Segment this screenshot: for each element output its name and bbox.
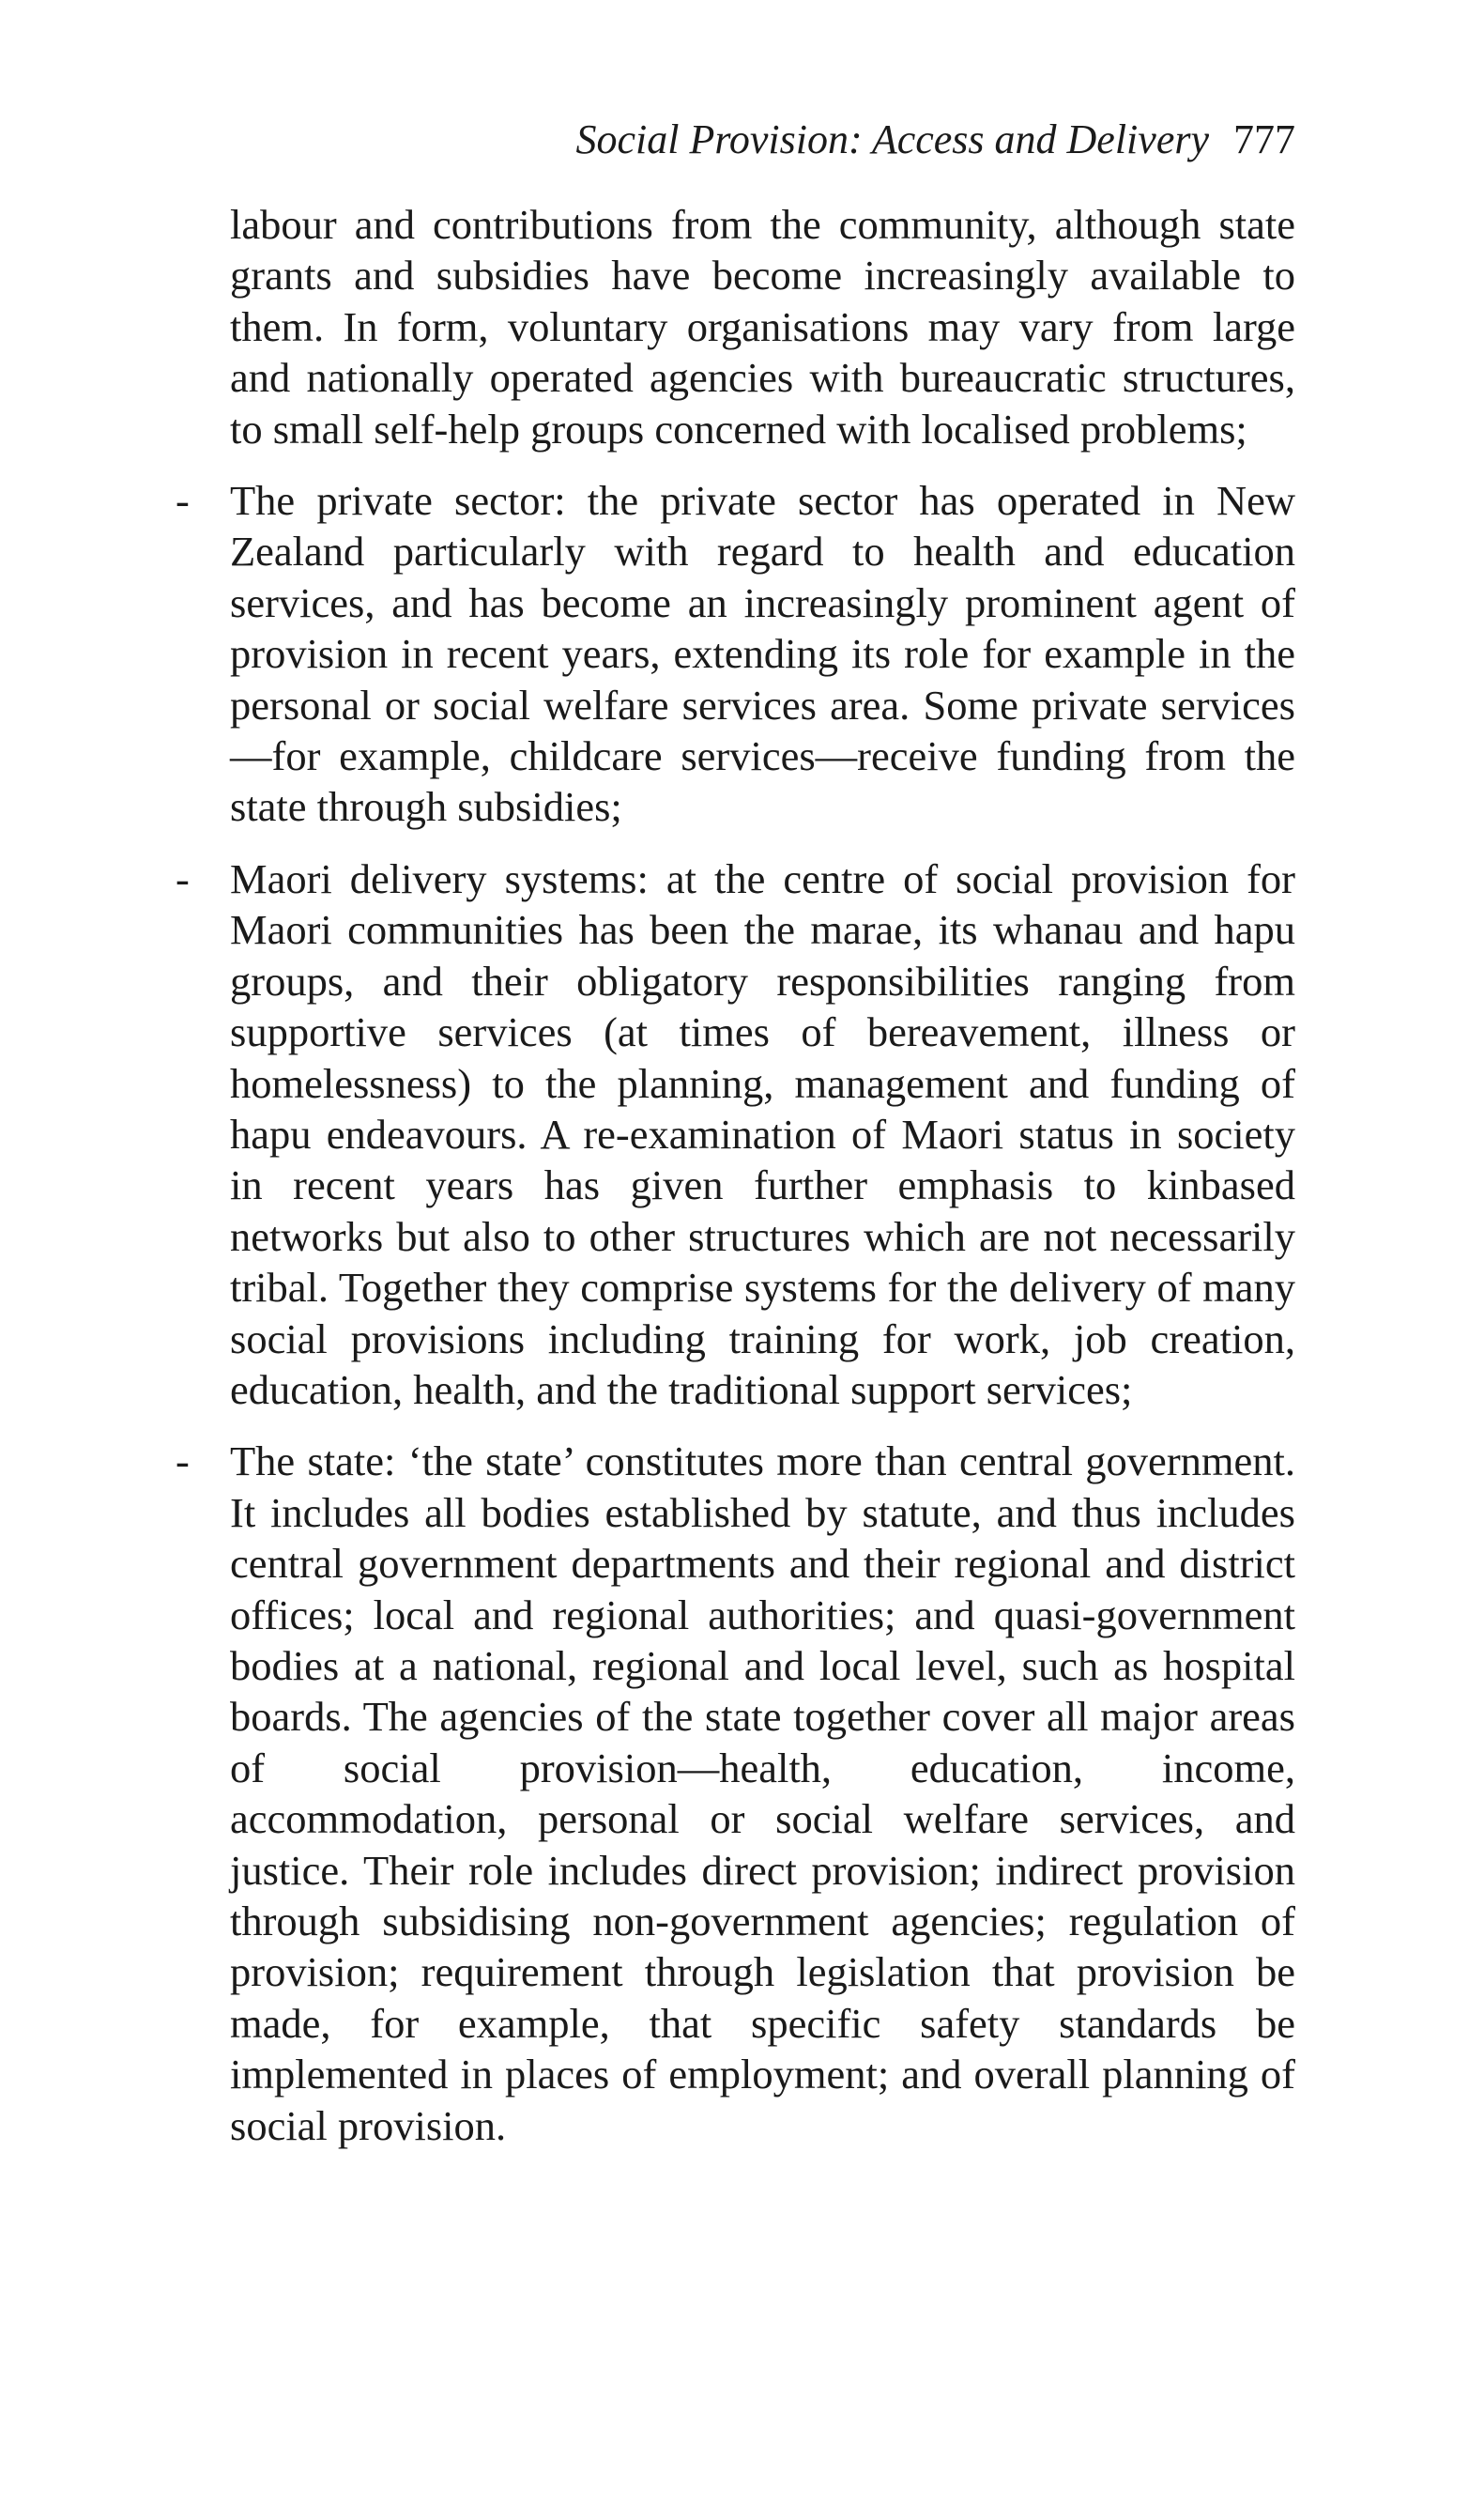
list-item-state [176, 1436, 1295, 2151]
list-dash: - [176, 477, 190, 525]
list-item-text: The state: ‘the state’ constitutes more than central government. It includes all bodies established by statute, and thus includes central government departments and their regional and district offices; local and regional authorities; and quasi-government bodies at a national, regional and local level, such as hospital boards. The agencies of the state together cover all major areas of social provision—health, education, income, accommodation, personal or social welfare services, and justice. Their role includes direct provision; indirect provision through subsidising non-government agencies; regulation of provision; requirement through legislation that provision be made, for example, that specific safety standards be implemented in places of employment; and overall planning of social provision. [230, 1437, 1295, 2149]
page-number: 777 [1233, 116, 1295, 162]
list-dash: - [176, 1437, 190, 1485]
running-head-title: Social Provision: Access and Delivery [575, 116, 1209, 162]
continuation-paragraph: labour and contributions from the community, although state grants and subsidies have become increasingly available to them. In form, voluntary organisations may vary from large and nationally operated agencies with bureaucratic structures, to small self-help groups concerned with localised problems; [230, 201, 1295, 453]
running-head [230, 115, 1295, 165]
list-item-private-sector [176, 475, 1295, 833]
list-item-text: The private sector: the private sector has operated in New Zealand particularly with regard to health and education services, and has become an increasingly prominent agent of provision in recent years, extending its role for example in the personal or social welfare services area. Some private services—for example, childcare services—receive funding from the state through subsidies; [230, 477, 1295, 831]
list-dash: - [176, 854, 190, 902]
list-item-text: Maori delivery systems: at the centre of social provision for Maori communities has been the marae, its whanau and hapu groups, and their obligatory responsibilities ranging from supportive services (at times of bereavement, illness or homelessness) to the planning, management and funding of hapu endeavours. A re-examination of Maori status in society in recent years has given further emphasis to kinbased networks but also to other structures which are not necessarily tribal. Together they comprise systems for the delivery of many social provisions including training for work, job creation, education, health, and the traditional support services; [230, 854, 1295, 1413]
body-text [176, 199, 1295, 2172]
list-item-maori-delivery [176, 853, 1295, 1415]
